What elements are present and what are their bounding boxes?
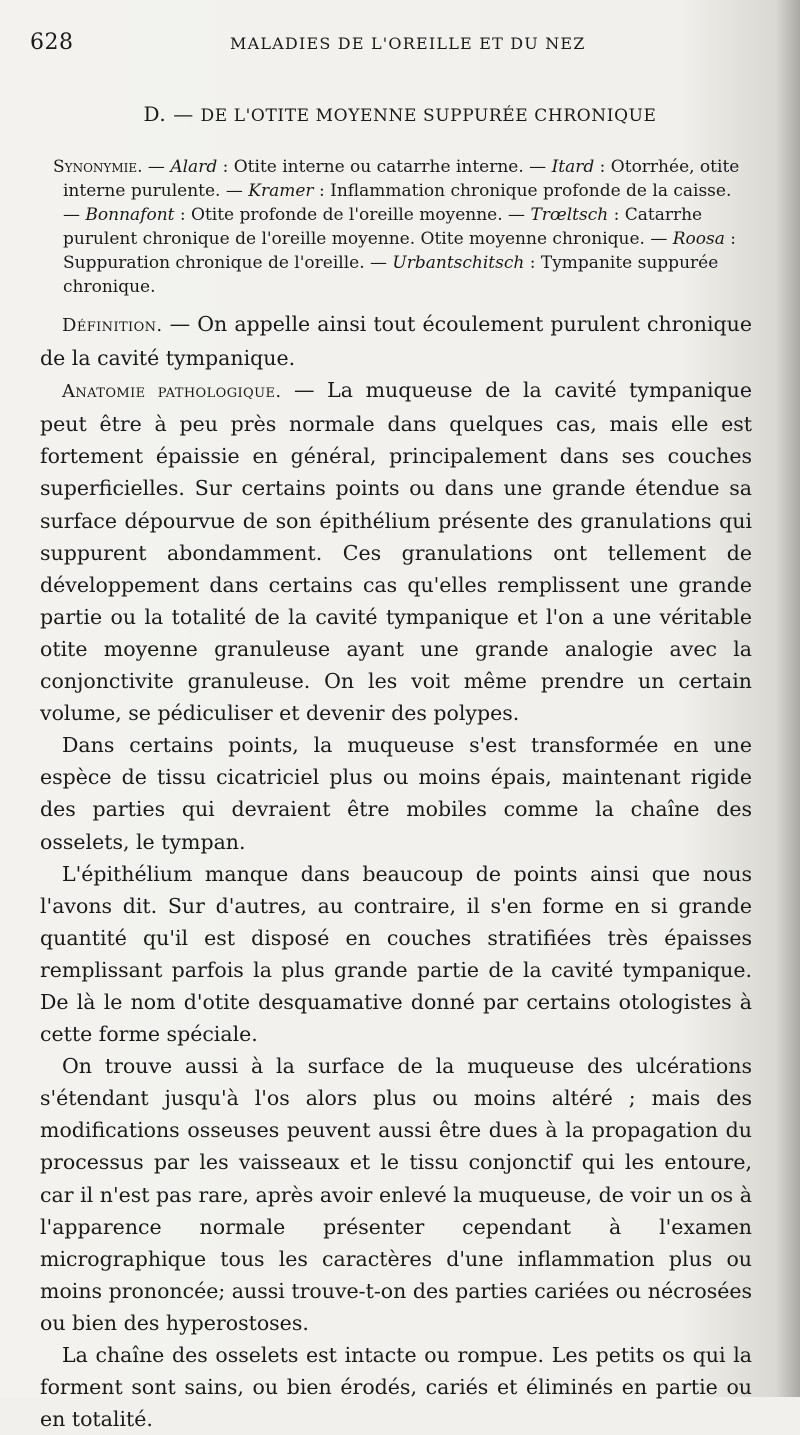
synonymy-label: Synonymie. — [53, 157, 143, 177]
synonym-text: : Otite profonde de l'oreille moyenne. — — [174, 205, 531, 225]
author-kramer: Kramer — [248, 181, 314, 201]
author-alard: Alard — [170, 157, 218, 177]
section-title — [0, 102, 800, 126]
body-text — [40, 308, 752, 1435]
page-number: 628 — [30, 30, 74, 55]
definition-label: Définition. — [62, 315, 163, 336]
synonym-text: : Otite interne ou catarrhe interne. — — [217, 157, 552, 177]
anatomy-text: — La muqueuse de la cavité tympanique peut être à peu près normale dans quelques cas, mais elle est fortement épaissie en général, principalement dans ses couches superficielles. Sur certains points ou dans une grande étendue sa surface dépourvue de son épithélium présente des granulations qui suppurent abondamment. Ces granulations ont tellement de développement dans certains cas qu'elles remplissent une grande partie ou la totalité de la cavité tympanique et l'on a une véritable otite moyenne granuleuse ayant une grande analogie avec la conjonctivite granuleuse. On les voit même prendre un certain volume, se pédiculiser et devenir des polypes. — [40, 378, 752, 726]
body-paragraph: On trouve aussi à la surface de la muqueuse des ulcérations s'étendant jusqu'à l'os alors plus ou moins altéré ; mais des modifications osseuses peuvent aussi être dues à la propagation du processus par les vaisseaux et le tissu conjonctif qui les entoure, car il n'est pas rare, après avoir enlevé la muqueuse, de voir un os à l'apparence normale présenter cependant à l'examen micrographique tous les caractères d'une inflammation plus ou moins prononcée; aussi trouve-t-on des parties cariées ou nécrosées ou bien des hyperostoses. — [40, 1054, 752, 1335]
synonym-text: : Tympanite suppurée chronique. — [63, 253, 719, 297]
body-paragraph: L'épithélium manque dans beaucoup de points ainsi que nous l'avons dit. Sur d'autres, au contraire, il s'en forme en si grande quantité qu'il est disposé en couches stratifiées très épaisses remplissant parfois la plus grande partie de la cavité tympanique. De là le nom d'otite desquamative donné par certains otologistes à cette forme spéciale. — [40, 861, 752, 1047]
synonymy-paragraph — [53, 155, 753, 299]
synonymy-dash: — — [142, 157, 171, 177]
section-letter: D. — — [143, 102, 194, 126]
anatomy-label: Anatomie pathologique. — [62, 381, 282, 403]
synonym-text: : Catarrhe purulent chronique de l'oreille moyenne. Otite moyenne chronique. — — [63, 205, 703, 249]
definition-text: — On appelle ainsi tout écoulement purulent chronique de la cavité tympanique. — [40, 312, 752, 371]
body-paragraph: Dans certains points, la muqueuse s'est transformée en une espèce de tissu cicatriciel plus ou moins épais, maintenant rigide des parties qui devraient être mobiles comme la chaîne des osselets, le tympan. — [40, 733, 752, 854]
author-itard: Itard — [551, 157, 595, 177]
author-troeltsch: Trœltsch — [530, 205, 609, 225]
synonym-text: : Inflammation chronique profonde de la caisse. — — [63, 181, 732, 225]
page-header — [30, 28, 750, 58]
synonym-text: : Suppuration chronique de l'oreille. — — [63, 229, 737, 273]
running-head: MALADIES DE L'OREILLE ET DU NEZ — [230, 34, 586, 53]
body-paragraph: La chaîne des osselets est intacte ou rompue. Les petits os qui la forment sont sains, ou bien érodés, cariés et éliminés en partie ou en totalité. — [40, 1343, 752, 1432]
section-title-text: DE L'OTITE MOYENNE SUPPURÉE CHRONIQUE — [200, 106, 657, 126]
synonym-text: : Otorrhée, otite interne purulente. — — [63, 157, 740, 201]
author-urbantschitsch: Urbantschitsch — [392, 253, 525, 273]
author-bonnafont: Bonnafont — [85, 205, 175, 225]
anatomy-paragraph — [40, 374, 752, 729]
author-roosa: Roosa — [672, 229, 725, 249]
definition-paragraph — [40, 308, 752, 374]
